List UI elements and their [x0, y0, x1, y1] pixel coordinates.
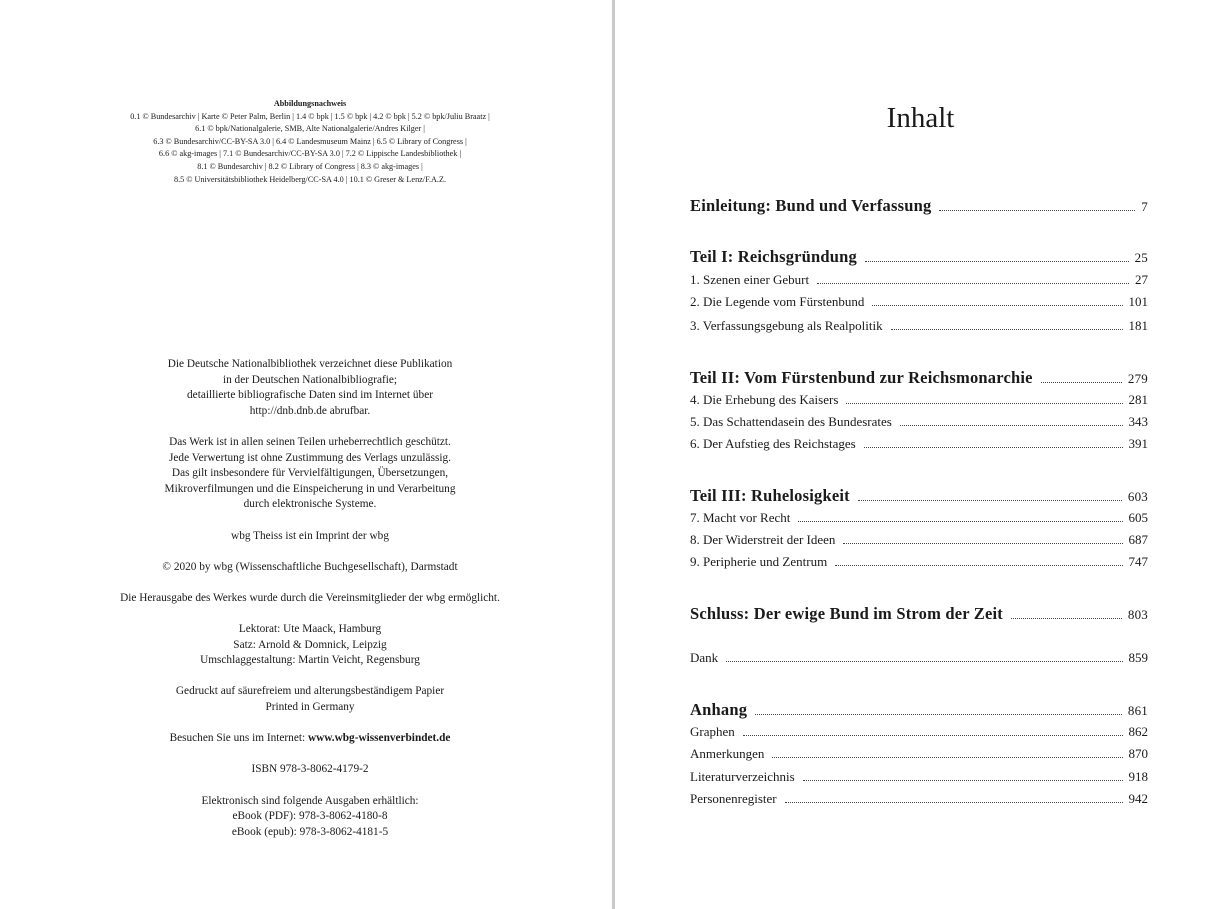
toc-entry-page: 918 — [1128, 769, 1148, 784]
toc-entry-label: Literaturverzeichnis — [690, 769, 795, 784]
toc-entry[interactable] — [690, 318, 1148, 334]
toc-leader-dots — [1041, 372, 1122, 383]
printing-line: Gedruckt auf säurefreiem und alterungsbeständigem Papier — [175, 685, 445, 698]
toc-entry-label: Anhang — [690, 700, 748, 719]
toc-leader-dots — [726, 651, 1122, 662]
funding-line: Die Herausgabe des Werkes wurde durch die Vereinsmitglieder der wbg ermöglicht. — [120, 591, 500, 604]
toc-entry-label: Dank — [690, 650, 719, 665]
visit-line — [60, 731, 560, 747]
toc-entry-page: 605 — [1128, 510, 1148, 525]
publisher-website-link[interactable]: www.wbg-wissenverbindet.de — [307, 732, 451, 745]
toc-leader-dots — [835, 555, 1122, 566]
toc-entry-label: 6. Der Aufstieg des Reichstages — [690, 436, 856, 451]
copyright-line: Mikroverfilmungen und die Einspeicherung in und Verarbeitung — [164, 482, 456, 495]
toc-entry-label: 4. Die Erhebung des Kaisers — [690, 392, 839, 407]
toc-entry[interactable] — [690, 272, 1148, 288]
dnb-line: http://dnb.dnb.de abrufbar. — [249, 404, 371, 417]
toc-entry[interactable] — [690, 294, 1148, 310]
toc-entry[interactable] — [690, 724, 1148, 740]
toc-entry-label: Graphen — [690, 724, 735, 739]
copyright-line: Das gilt insbesondere für Vervielfältigungen, Übersetzungen, — [171, 467, 449, 480]
image-credits-line: 6.6 © akg-images | 7.1 © Bundesarchiv/CC-BY-SA 3.0 | 7.2 © Lippische Landesbibliothek | — [158, 149, 462, 159]
image-credits-line: 0.1 © Bundesarchiv | Karte © Peter Palm, Berlin | 1.4 © bpk | 1.5 © bpk | 4.2 © bpk | 5.2 © bpk/Juliu Braatz | — [130, 111, 490, 121]
imprint-of — [60, 529, 560, 545]
toc-entry-label: Personenregister — [690, 791, 777, 806]
publisher — [60, 560, 560, 576]
toc-entry-label: 2. Die Legende vom Fürstenbund — [690, 294, 865, 309]
toc-entry[interactable] — [690, 486, 1148, 506]
dnb-notice — [60, 357, 560, 419]
toc-entry-page: 870 — [1128, 746, 1148, 761]
visit-note — [60, 731, 560, 747]
image-credits — [60, 98, 560, 186]
ebook-line: Elektronisch sind folgende Ausgaben erhältlich: — [201, 794, 419, 807]
toc-entry[interactable] — [690, 247, 1148, 267]
production-credit-line: Umschlaggestaltung: Martin Veicht, Regensburg — [200, 654, 420, 667]
image-credits-line: 8.5 © Universitätsbibliothek Heidelberg/CC-SA 4.0 | 10.1 © Greser & Lenz/F.A.Z. — [173, 174, 447, 184]
toc-entry[interactable] — [690, 769, 1148, 785]
toc-entry[interactable] — [690, 414, 1148, 430]
toc-leader-dots — [755, 704, 1122, 715]
imprint — [60, 357, 560, 840]
toc-entry-page: 942 — [1128, 791, 1148, 806]
toc-entry-page: 687 — [1128, 532, 1148, 547]
toc-entry[interactable] — [690, 532, 1148, 548]
left-page — [0, 0, 612, 909]
toc-leader-dots — [858, 490, 1122, 501]
image-credits-line: 6.1 © bpk/Nationalgalerie, SMB, Alte Nationalgalerie/Andres Kilger | — [195, 124, 425, 134]
toc-entry-page: 343 — [1128, 414, 1148, 429]
toc-entry[interactable] — [690, 604, 1148, 624]
toc-entry[interactable] — [690, 700, 1148, 720]
printing-note — [60, 684, 560, 715]
isbn — [60, 762, 560, 778]
toc-entry-page: 101 — [1128, 294, 1148, 309]
toc-leader-dots — [846, 393, 1122, 404]
toc-entry-label: Teil III: Ruhelosigkeit — [690, 486, 850, 505]
toc-entry-page: 603 — [1127, 489, 1148, 504]
ebook-line: eBook (epub): 978-3-8062-4181-5 — [231, 825, 389, 838]
toc-entry-page: 862 — [1128, 724, 1148, 739]
toc-entry[interactable] — [690, 510, 1148, 526]
toc-entry-page: 391 — [1128, 436, 1148, 451]
funding-note — [60, 591, 560, 607]
copyright-line: Jede Verwertung ist ohne Zustimmung des Verlags unzulässig. — [169, 451, 451, 464]
printing-line: Printed in Germany — [265, 701, 355, 714]
toc-entry[interactable] — [690, 650, 1148, 666]
toc-entry-page: 859 — [1128, 650, 1148, 665]
ebook-line: eBook (PDF): 978-3-8062-4180-8 — [232, 810, 388, 823]
toc-entry-label: Teil II: Vom Fürstenbund zur Reichsmonarchie — [690, 368, 1033, 387]
dnb-line: in der Deutschen Nationalbibliografie; — [222, 373, 398, 386]
toc-entry[interactable] — [690, 196, 1148, 216]
toc-entry-label: 5. Das Schattendasein des Bundesrates — [690, 414, 892, 429]
toc-leader-dots — [785, 792, 1123, 803]
toc-entry-label: 7. Macht vor Recht — [690, 510, 791, 525]
toc-entry[interactable] — [690, 436, 1148, 452]
production-credits — [60, 622, 560, 669]
right-page — [615, 0, 1226, 909]
publisher-line: © 2020 by wbg (Wissenschaftliche Buchgesellschaft), Darmstadt — [162, 560, 458, 573]
toc-leader-dots — [864, 437, 1123, 448]
toc-leader-dots — [900, 415, 1123, 426]
toc-entry-label: Einleitung: Bund und Verfassung — [690, 196, 932, 215]
toc-entry[interactable] — [690, 554, 1148, 570]
toc-leader-dots — [1011, 608, 1122, 619]
toc-entry-page: 803 — [1127, 607, 1148, 622]
image-credits-line: 6.3 © Bundesarchiv/CC-BY-SA 3.0 | 6.4 © Landesmuseum Mainz | 6.5 © Library of Congress | — [153, 136, 467, 146]
toc-entry[interactable] — [690, 746, 1148, 762]
toc-leader-dots — [939, 200, 1135, 211]
copyright-line: Das Werk ist in allen seinen Teilen urheberrechtlich geschützt. — [169, 435, 451, 448]
toc-entry-page: 861 — [1127, 703, 1148, 718]
toc-entry-label: Teil I: Reichsgründung — [690, 247, 857, 266]
toc-entry-page: 747 — [1128, 554, 1148, 569]
dnb-line: detaillierte bibliografische Daten sind im Internet über — [187, 389, 433, 402]
image-credits-line: 8.1 © Bundesarchiv | 8.2 © Library of Congress | 8.3 © akg-images | — [197, 161, 423, 171]
toc-leader-dots — [817, 273, 1129, 284]
imprint-of-line: wbg Theiss ist ein Imprint der wbg — [231, 529, 389, 542]
isbn-line: ISBN 978-3-8062-4179-2 — [251, 763, 369, 776]
toc-entry-page: 181 — [1128, 318, 1148, 333]
ebook-editions — [60, 794, 560, 841]
copyright-notice — [60, 435, 560, 513]
toc-title: Inhalt — [886, 102, 955, 134]
toc-entry-page: 27 — [1135, 272, 1148, 287]
visit-prefix: Besuchen Sie uns im Internet: — [169, 732, 308, 745]
production-credit-line: Lektorat: Ute Maack, Hamburg — [238, 623, 382, 636]
toc-entry-label: Anmerkungen — [690, 746, 765, 761]
dnb-line: Die Deutsche Nationalbibliothek verzeichnet diese Publikation — [167, 358, 453, 370]
toc-entry-label: 8. Der Widerstreit der Ideen — [690, 532, 836, 547]
toc-entry[interactable] — [690, 791, 1148, 807]
toc-entry-page: 279 — [1127, 371, 1148, 386]
image-credits-title: Abbildungsnachweis — [273, 99, 347, 108]
toc-entry[interactable] — [690, 392, 1148, 408]
toc-leader-dots — [843, 533, 1122, 544]
toc-leader-dots — [891, 319, 1123, 330]
toc-entry-page: 7 — [1141, 199, 1148, 214]
toc-entry-label: Schluss: Der ewige Bund im Strom der Zeit — [690, 604, 1003, 623]
toc-leader-dots — [803, 770, 1123, 781]
toc-leader-dots — [772, 747, 1122, 758]
toc-leader-dots — [872, 295, 1122, 306]
toc-leader-dots — [798, 511, 1122, 522]
toc-entry-page: 281 — [1128, 392, 1148, 407]
toc-entry-label: 9. Peripherie und Zentrum — [690, 554, 828, 569]
toc-entry-label: 3. Verfassungsgebung als Realpolitik — [690, 318, 883, 333]
toc-leader-dots — [743, 725, 1123, 736]
copyright-line: durch elektronische Systeme. — [243, 498, 377, 511]
production-credit-line: Satz: Arnold & Domnick, Leipzig — [233, 638, 387, 651]
toc-entry-page: 25 — [1134, 250, 1148, 265]
toc-entry[interactable] — [690, 368, 1148, 388]
toc-entry-label: 1. Szenen einer Geburt — [690, 272, 810, 287]
toc-leader-dots — [865, 251, 1129, 262]
